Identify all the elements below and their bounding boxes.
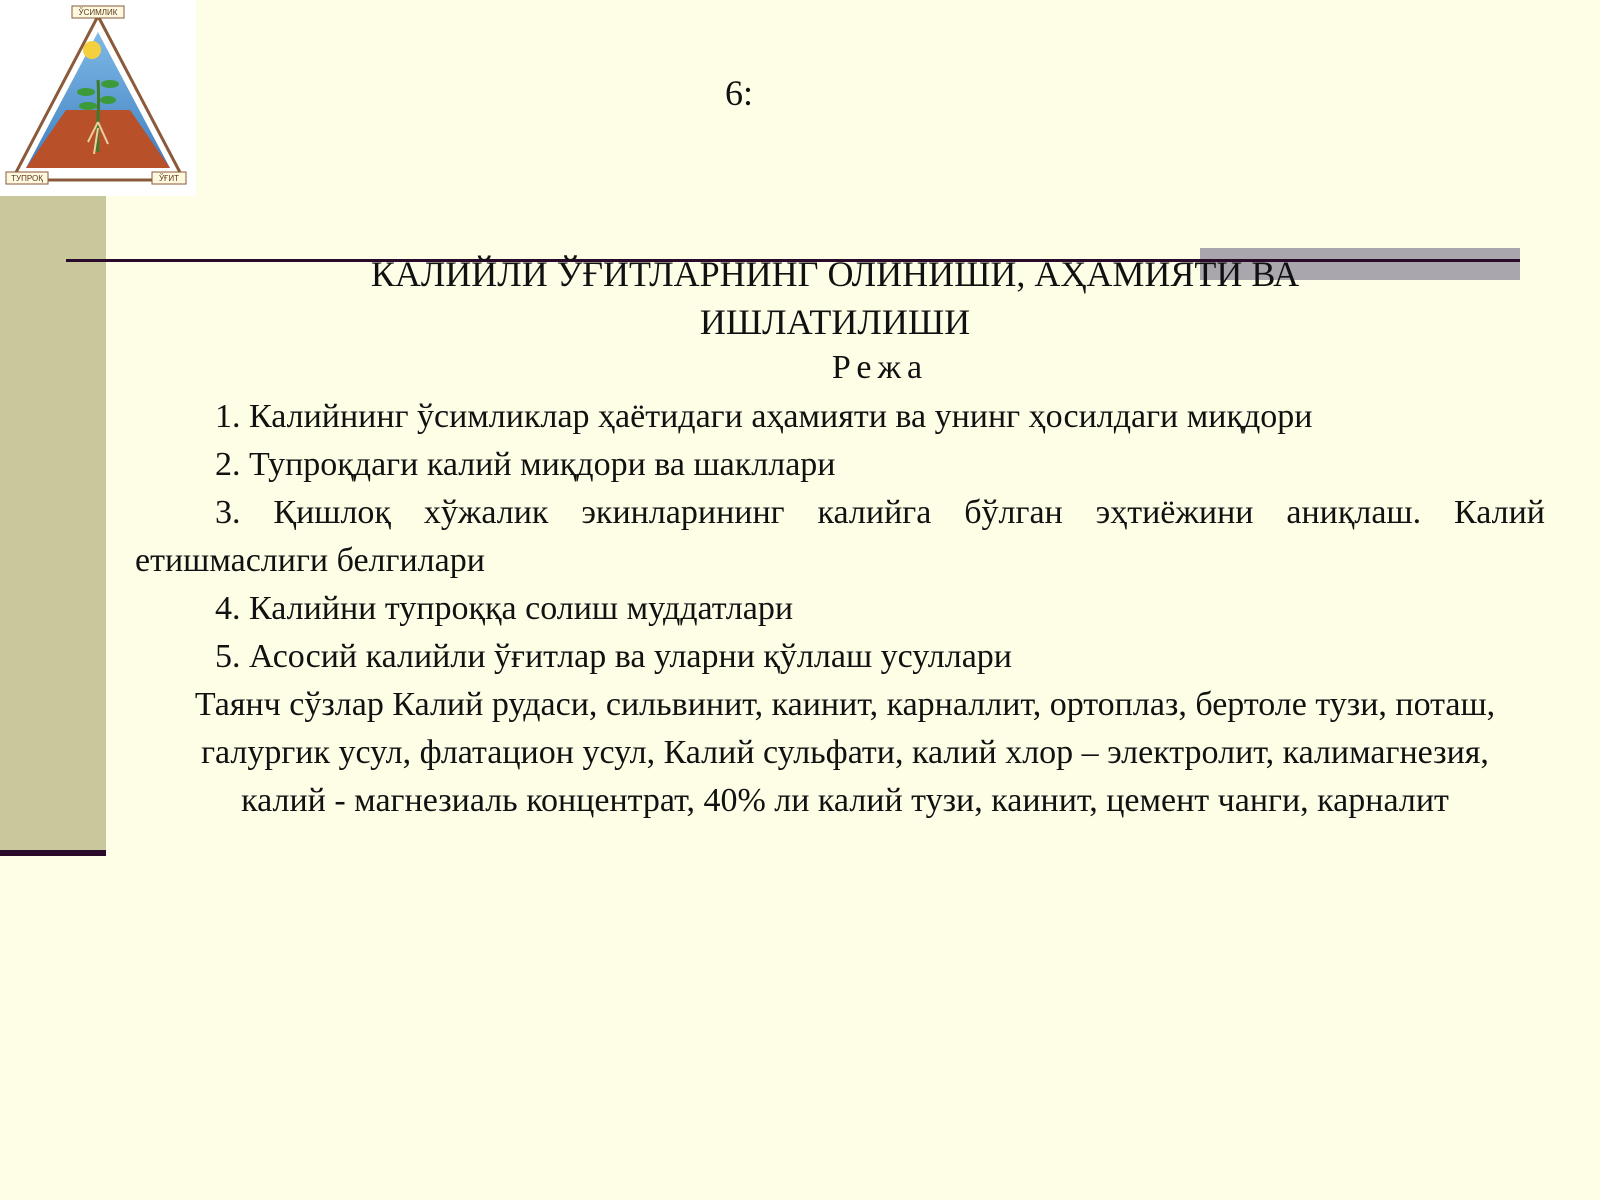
logo-left-label: ТУПРОҚ [11,174,43,183]
plan-item: 1. Калийнинг ўсимликлар ҳаётидаги аҳамияти ва унинг ҳосилдаги миқдори [215,398,1313,435]
keywords-paragraph: Таянч сўзлар Калий рудаси, сильвинит, каинит, карналлит, ортоплаз, бертоле тузи, поташ, галургик усул, флатацион усул, Калий сульфати, калий хлор – электролит, калимагнезия, калий - магнезиаль концентрат, 40% ли калий тузи, каинит, цемент чанги, карналит [194,686,1496,819]
plan-item: 3. Қишлоқ хўжалик экинларининг калийга бўлган эҳтиёжини аниқлаш. Калий етишмаслиги белгилари [135,494,1545,579]
plan-item: 2. Тупроқдаги калий миқдори ва шакллари [215,446,836,483]
slide-title: КАЛИЙЛИ ЎҒИТЛАРНИНГ ОЛИНИШИ, АҲАМИЯТИ ВА ИШЛАТИЛИШИ [370,254,1300,342]
logo-right-label: ЎҒИТ [158,174,180,183]
triangle-logo-icon [2,2,194,194]
plan-item: 4. Калийни тупроққа солиш муддатлари [215,590,794,627]
left-sidebar-bar [0,196,106,850]
slide-number: 6: [725,73,754,113]
logo [0,0,196,196]
plan-item: 5. Асосий калийли ўғитлар ва уларни қўллаш усуллари [215,638,1012,675]
plan-heading: Режа [831,349,929,386]
left-sidebar-rule [0,850,106,856]
logo-top-label: ЎСИМЛИК [78,8,118,17]
